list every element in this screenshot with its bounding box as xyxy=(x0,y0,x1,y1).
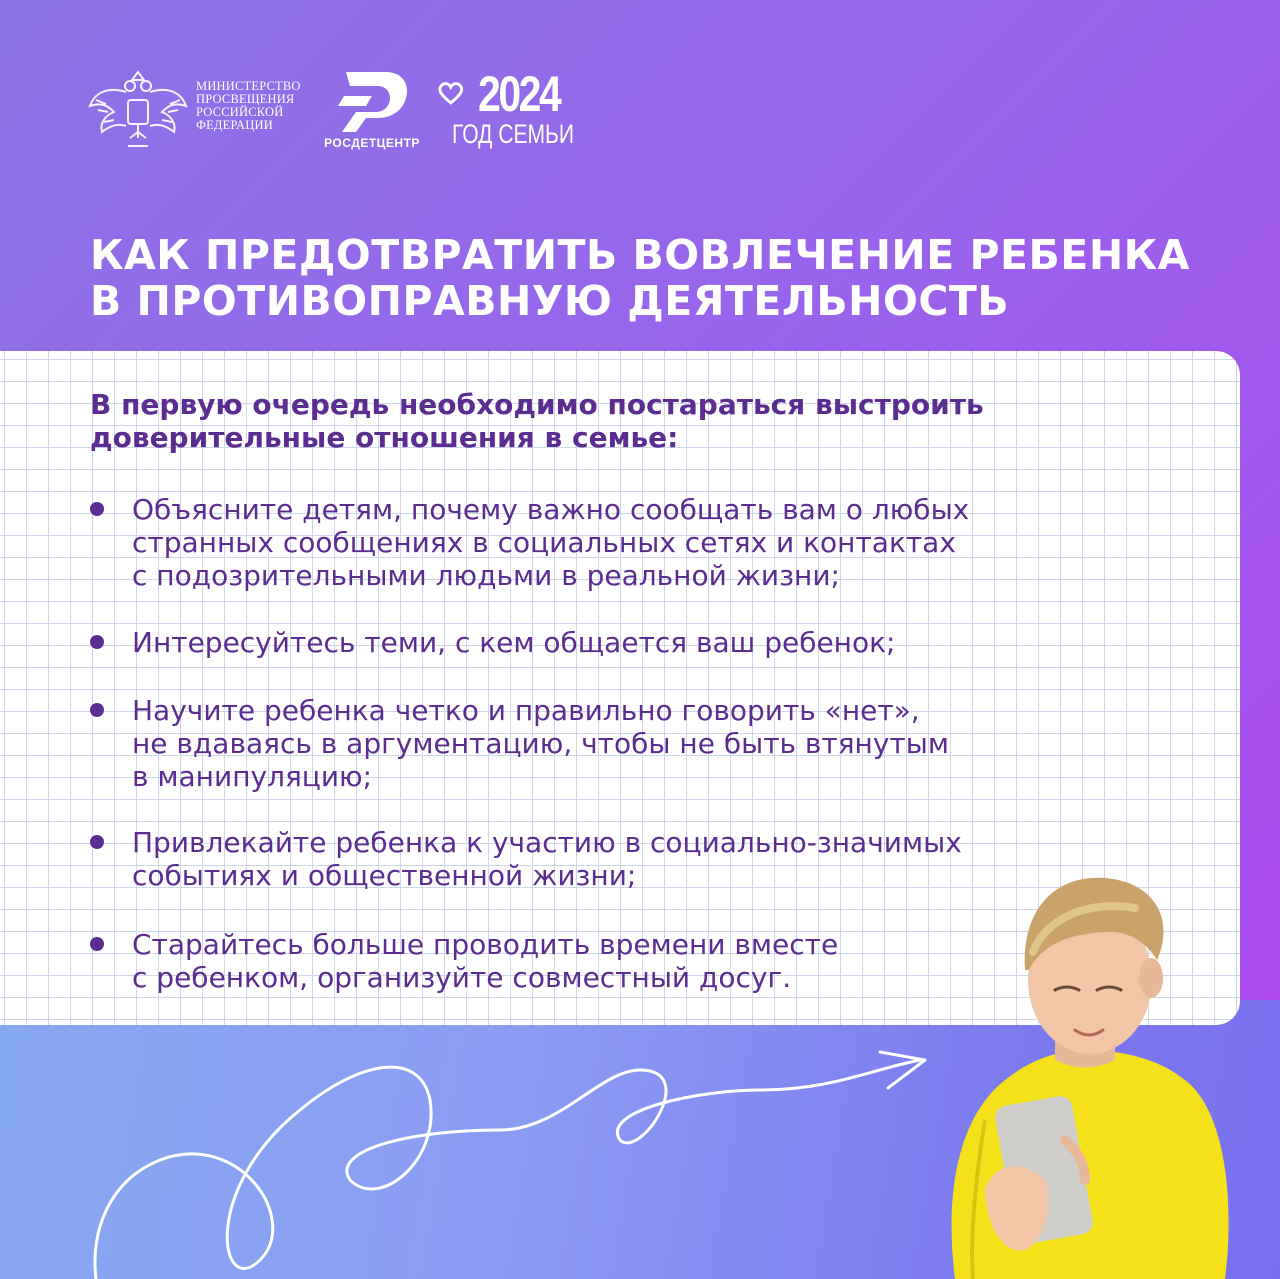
family-year-label: ГОД СЕМЬИ xyxy=(452,119,575,149)
bullet-icon xyxy=(90,635,104,649)
item-line: Привлекайте ребенка к участию в социально-значимых xyxy=(132,826,962,859)
bullet-icon xyxy=(90,937,104,951)
intro-text xyxy=(90,388,1090,454)
item-line: не вдаваясь в аргументацию, чтобы не быть втянутым xyxy=(132,727,949,760)
bullet-icon xyxy=(90,835,104,849)
ministry-line: ПРОСВЕЩЕНИЯ xyxy=(196,92,295,106)
ministry-name xyxy=(196,80,301,132)
list-item xyxy=(90,493,969,592)
double-headed-eagle-icon xyxy=(86,66,190,152)
item-line: Научите ребенка четко и правильно говорить «нет», xyxy=(132,694,920,727)
ministry-line: МИНИСТЕРСТВО xyxy=(196,79,301,93)
bullet-icon xyxy=(90,502,104,516)
item-line: Интересуйтесь теми, с кем общается ваш ребенок; xyxy=(132,626,896,659)
ministry-line: ФЕДЕРАЦИИ xyxy=(196,118,273,132)
boy-with-phone-icon xyxy=(925,860,1245,1279)
list-item xyxy=(90,928,838,994)
year-label: 2024 xyxy=(478,66,560,122)
intro-line: В первую очередь необходимо постараться выстроить xyxy=(90,388,984,421)
item-line: странных сообщениях в социальных сетях и контактах xyxy=(132,526,956,559)
swirl-arrow-icon xyxy=(0,1030,960,1279)
title-line: В ПРОТИВОПРАВНУЮ ДЕЯТЕЛЬНОСТЬ xyxy=(90,277,1010,325)
list-item xyxy=(90,626,895,659)
item-line: событиях и общественной жизни; xyxy=(132,859,637,892)
bullet-icon xyxy=(90,703,104,717)
item-line: в манипуляцию; xyxy=(132,760,373,793)
list-item xyxy=(90,826,962,892)
item-line: Старайтесь больше проводить времени вместе xyxy=(132,928,839,961)
item-line: с подозрительными людьми в реальной жизни; xyxy=(132,559,840,592)
intro-line: доверительные отношения в семье: xyxy=(90,421,679,454)
item-line: с ребенком, организуйте совместный досуг. xyxy=(132,961,792,994)
rosdetcenter-label: РОСДЕТЦЕНТР xyxy=(324,136,420,150)
ministry-line: РОССИЙСКОЙ xyxy=(196,105,284,119)
item-line: Объясните детям, почему важно сообщать вам о любых xyxy=(132,493,970,526)
page-title xyxy=(90,232,1210,324)
title-line: КАК ПРЕДОТВРАТИТЬ ВОВЛЕЧЕНИЕ РЕБЕНКА xyxy=(90,231,1190,279)
list-item xyxy=(90,694,949,793)
